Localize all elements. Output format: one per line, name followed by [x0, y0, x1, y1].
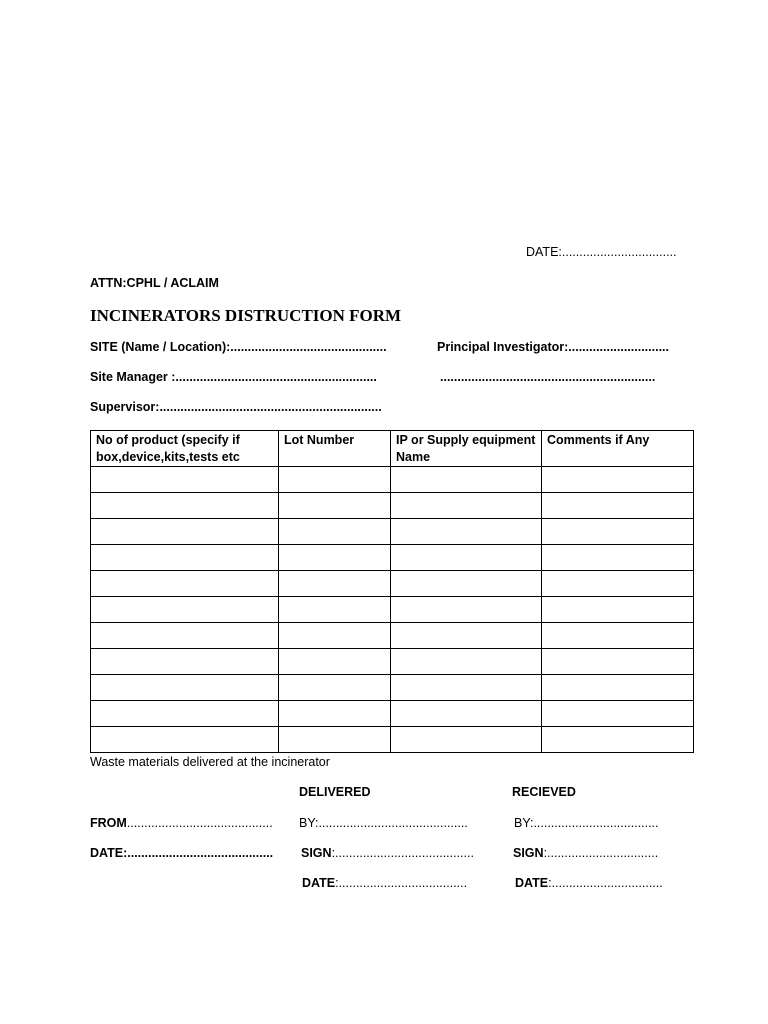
form-title: INCINERATORS DISTRUCTION FORM	[90, 306, 402, 325]
table-cell[interactable]	[279, 675, 391, 701]
received-date-dots: :................................	[548, 876, 663, 890]
table-cell[interactable]	[91, 545, 279, 571]
table-row	[91, 675, 694, 701]
delivered-date-field[interactable]: DATE:.....................................	[302, 876, 468, 890]
table-cell[interactable]	[391, 571, 542, 597]
table-cell[interactable]	[542, 675, 694, 701]
site-field[interactable]: SITE (Name / Location):.............................................	[90, 340, 387, 354]
header-no-of-product: No of product (specify if box,device,kits,tests etc	[91, 431, 279, 467]
table-cell[interactable]	[542, 571, 694, 597]
received-by-field[interactable]: BY:....................................	[514, 816, 659, 830]
table-cell[interactable]	[91, 675, 279, 701]
table-cell[interactable]	[391, 467, 542, 493]
delivered-sign-field[interactable]: SIGN:........................................	[301, 846, 474, 860]
table-row	[91, 493, 694, 519]
table-row	[91, 571, 694, 597]
table-cell[interactable]	[391, 545, 542, 571]
table-cell[interactable]	[91, 597, 279, 623]
table-header-row	[91, 431, 694, 467]
table-row	[91, 701, 694, 727]
table-cell[interactable]	[391, 597, 542, 623]
table-cell[interactable]	[542, 545, 694, 571]
header-lot-number: Lot Number	[279, 431, 391, 467]
table-cell[interactable]	[542, 701, 694, 727]
table-cell[interactable]	[91, 623, 279, 649]
table-cell[interactable]	[391, 493, 542, 519]
table-row	[91, 597, 694, 623]
principal-investigator-field[interactable]: Principal Investigator:.............................	[437, 340, 669, 354]
received-date-field[interactable]: DATE:................................	[515, 876, 663, 890]
table-cell[interactable]	[391, 727, 542, 753]
table-cell[interactable]	[542, 493, 694, 519]
table-cell[interactable]	[391, 519, 542, 545]
received-sign-dots: :................................	[543, 846, 659, 860]
site-manager-extra-field[interactable]: ..............................................................	[440, 370, 656, 384]
table-row	[91, 545, 694, 571]
table-cell[interactable]	[542, 519, 694, 545]
table-cell[interactable]	[542, 597, 694, 623]
date-line: DATE:.................................	[526, 245, 677, 259]
table-cell[interactable]	[391, 701, 542, 727]
waste-note: Waste materials delivered at the incinerator	[90, 755, 330, 769]
table-cell[interactable]	[391, 649, 542, 675]
supervisor-field[interactable]: Supervisor:................................................................	[90, 400, 382, 414]
from-dots: ..........................................	[126, 816, 273, 830]
table-cell[interactable]	[279, 493, 391, 519]
table-cell[interactable]	[542, 649, 694, 675]
table-cell[interactable]	[91, 467, 279, 493]
delivered-sign-dots: :........................................	[331, 846, 474, 860]
from-field[interactable]: FROM..........................................	[90, 816, 273, 830]
table-cell[interactable]	[279, 545, 391, 571]
table-cell[interactable]	[391, 675, 542, 701]
table-cell[interactable]	[91, 701, 279, 727]
table-cell[interactable]	[279, 623, 391, 649]
table-cell[interactable]	[91, 571, 279, 597]
received-sign-field[interactable]: SIGN:................................	[513, 846, 659, 860]
table-row	[91, 467, 694, 493]
table-cell[interactable]	[542, 467, 694, 493]
table-row	[91, 519, 694, 545]
table-cell[interactable]	[279, 701, 391, 727]
table-cell[interactable]	[279, 467, 391, 493]
delivered-by-field[interactable]: BY:...........................................	[299, 816, 468, 830]
attn-line: ATTN:CPHL / ACLAIM	[90, 276, 219, 290]
table-row	[91, 623, 694, 649]
table-cell[interactable]	[91, 493, 279, 519]
table-cell[interactable]	[279, 571, 391, 597]
table-cell[interactable]	[91, 649, 279, 675]
table-cell[interactable]	[91, 727, 279, 753]
table-cell[interactable]	[91, 519, 279, 545]
table-cell[interactable]	[279, 597, 391, 623]
header-equipment-name: IP or Supply equipment Name	[391, 431, 542, 467]
delivered-heading: DELIVERED	[299, 785, 371, 799]
date-left-field[interactable]: DATE:..........................................	[90, 846, 274, 860]
table-row	[91, 649, 694, 675]
table-cell[interactable]	[279, 519, 391, 545]
table-cell[interactable]	[542, 727, 694, 753]
header-comments: Comments if Any	[542, 431, 694, 467]
table-cell[interactable]	[391, 623, 542, 649]
table-row	[91, 727, 694, 753]
delivered-date-dots: :.....................................	[335, 876, 468, 890]
site-manager-field[interactable]: Site Manager :..........................................................	[90, 370, 377, 384]
destruction-table	[90, 430, 694, 753]
received-heading: RECIEVED	[512, 785, 576, 799]
table-cell[interactable]	[542, 623, 694, 649]
table-cell[interactable]	[279, 649, 391, 675]
table-cell[interactable]	[279, 727, 391, 753]
